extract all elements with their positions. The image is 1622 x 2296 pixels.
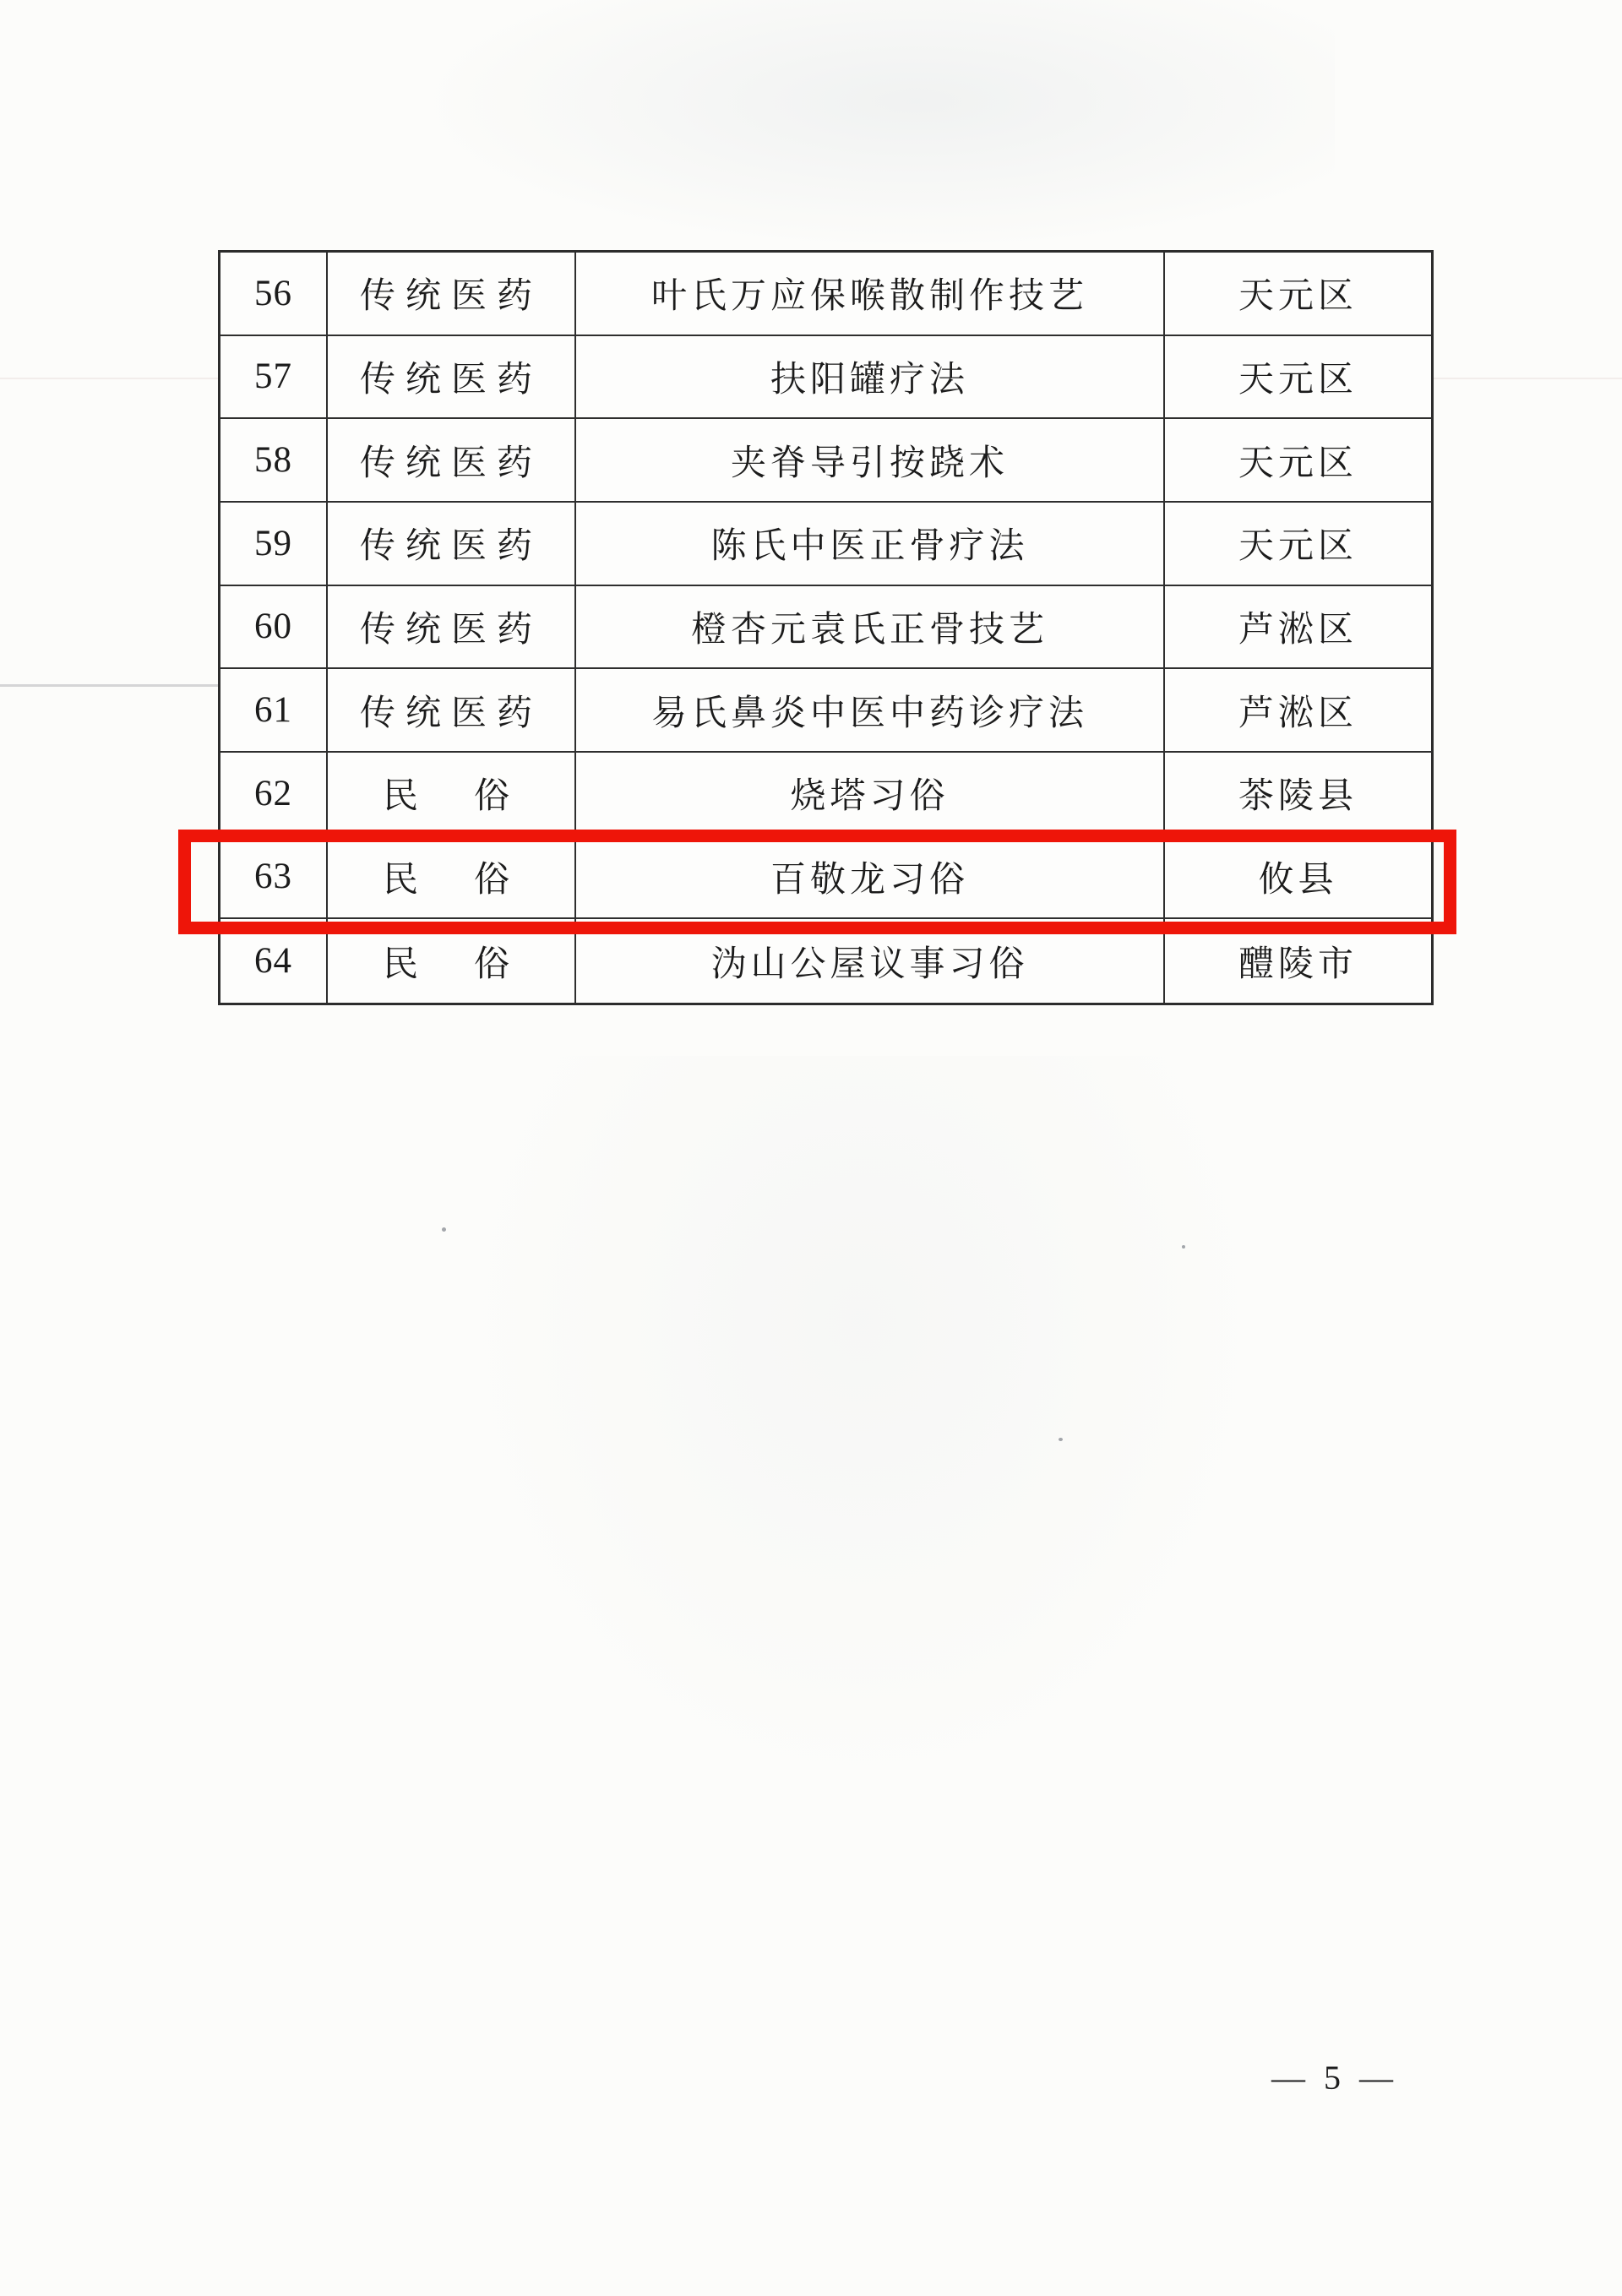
district-cell: 天元区 xyxy=(1165,419,1431,503)
district-cell: 芦淞区 xyxy=(1165,669,1431,753)
row-number-cell: 58 xyxy=(220,419,328,503)
category-cell: 民 俗 xyxy=(328,753,576,836)
scan-noise xyxy=(406,0,1335,253)
district-cell: 茶陵县 xyxy=(1165,753,1431,836)
item-name-cell: 易氏鼻炎中医中药诊疗法 xyxy=(576,669,1165,753)
category-cell: 传统医药 xyxy=(328,336,576,420)
district-cell: 天元区 xyxy=(1165,503,1431,586)
page-number: — 5 — xyxy=(1271,2059,1398,2097)
scan-speck xyxy=(1182,1245,1185,1249)
row-number-cell: 56 xyxy=(220,253,328,336)
category-cell: 传统医药 xyxy=(328,503,576,586)
category-cell: 民 俗 xyxy=(328,836,576,920)
item-name-cell: 扶阳罐疗法 xyxy=(576,336,1165,420)
row-number-cell: 62 xyxy=(220,753,328,836)
item-name-cell: 陈氏中医正骨疗法 xyxy=(576,503,1165,586)
scan-speck xyxy=(1059,1438,1063,1441)
district-cell: 醴陵市 xyxy=(1238,944,1358,984)
row-number-cell: 64 xyxy=(220,919,328,1003)
item-name-cell: 叶氏万应保喉散制作技艺 xyxy=(576,253,1165,336)
category-cell: 民 俗 xyxy=(328,919,576,1003)
item-name-cell: 橙杏元袁氏正骨技艺 xyxy=(576,586,1165,670)
district-cell: 天元区 xyxy=(1165,336,1431,420)
row-number-cell: 59 xyxy=(220,503,328,586)
category-cell: 传统医药 xyxy=(328,586,576,670)
item-name-cell: 百敬龙习俗 xyxy=(576,836,1165,920)
item-name-cell: 夹脊导引按跷术 xyxy=(576,419,1165,503)
district-cell: 芦淞区 xyxy=(1165,586,1431,670)
category-cell: 传统医药 xyxy=(328,419,576,503)
item-name-cell: 沩山公屋议事习俗 xyxy=(576,919,1165,1003)
district-cell: 天元区 xyxy=(1165,253,1431,336)
scan-artifact-line xyxy=(0,684,221,687)
item-name-cell: 烧塔习俗 xyxy=(576,753,1165,836)
district-cell: 攸县 xyxy=(1165,836,1431,920)
row-number-cell: 60 xyxy=(220,586,328,670)
category-cell: 传统医药 xyxy=(328,253,576,336)
scan-speck xyxy=(442,1227,446,1232)
heritage-items-table xyxy=(218,250,1434,1005)
row-number-cell: 63 xyxy=(220,836,328,920)
scan-noise xyxy=(439,1056,1284,1816)
row-number-cell: 57 xyxy=(220,336,328,420)
row-number-cell: 61 xyxy=(220,669,328,753)
category-cell: 传统医药 xyxy=(328,669,576,753)
